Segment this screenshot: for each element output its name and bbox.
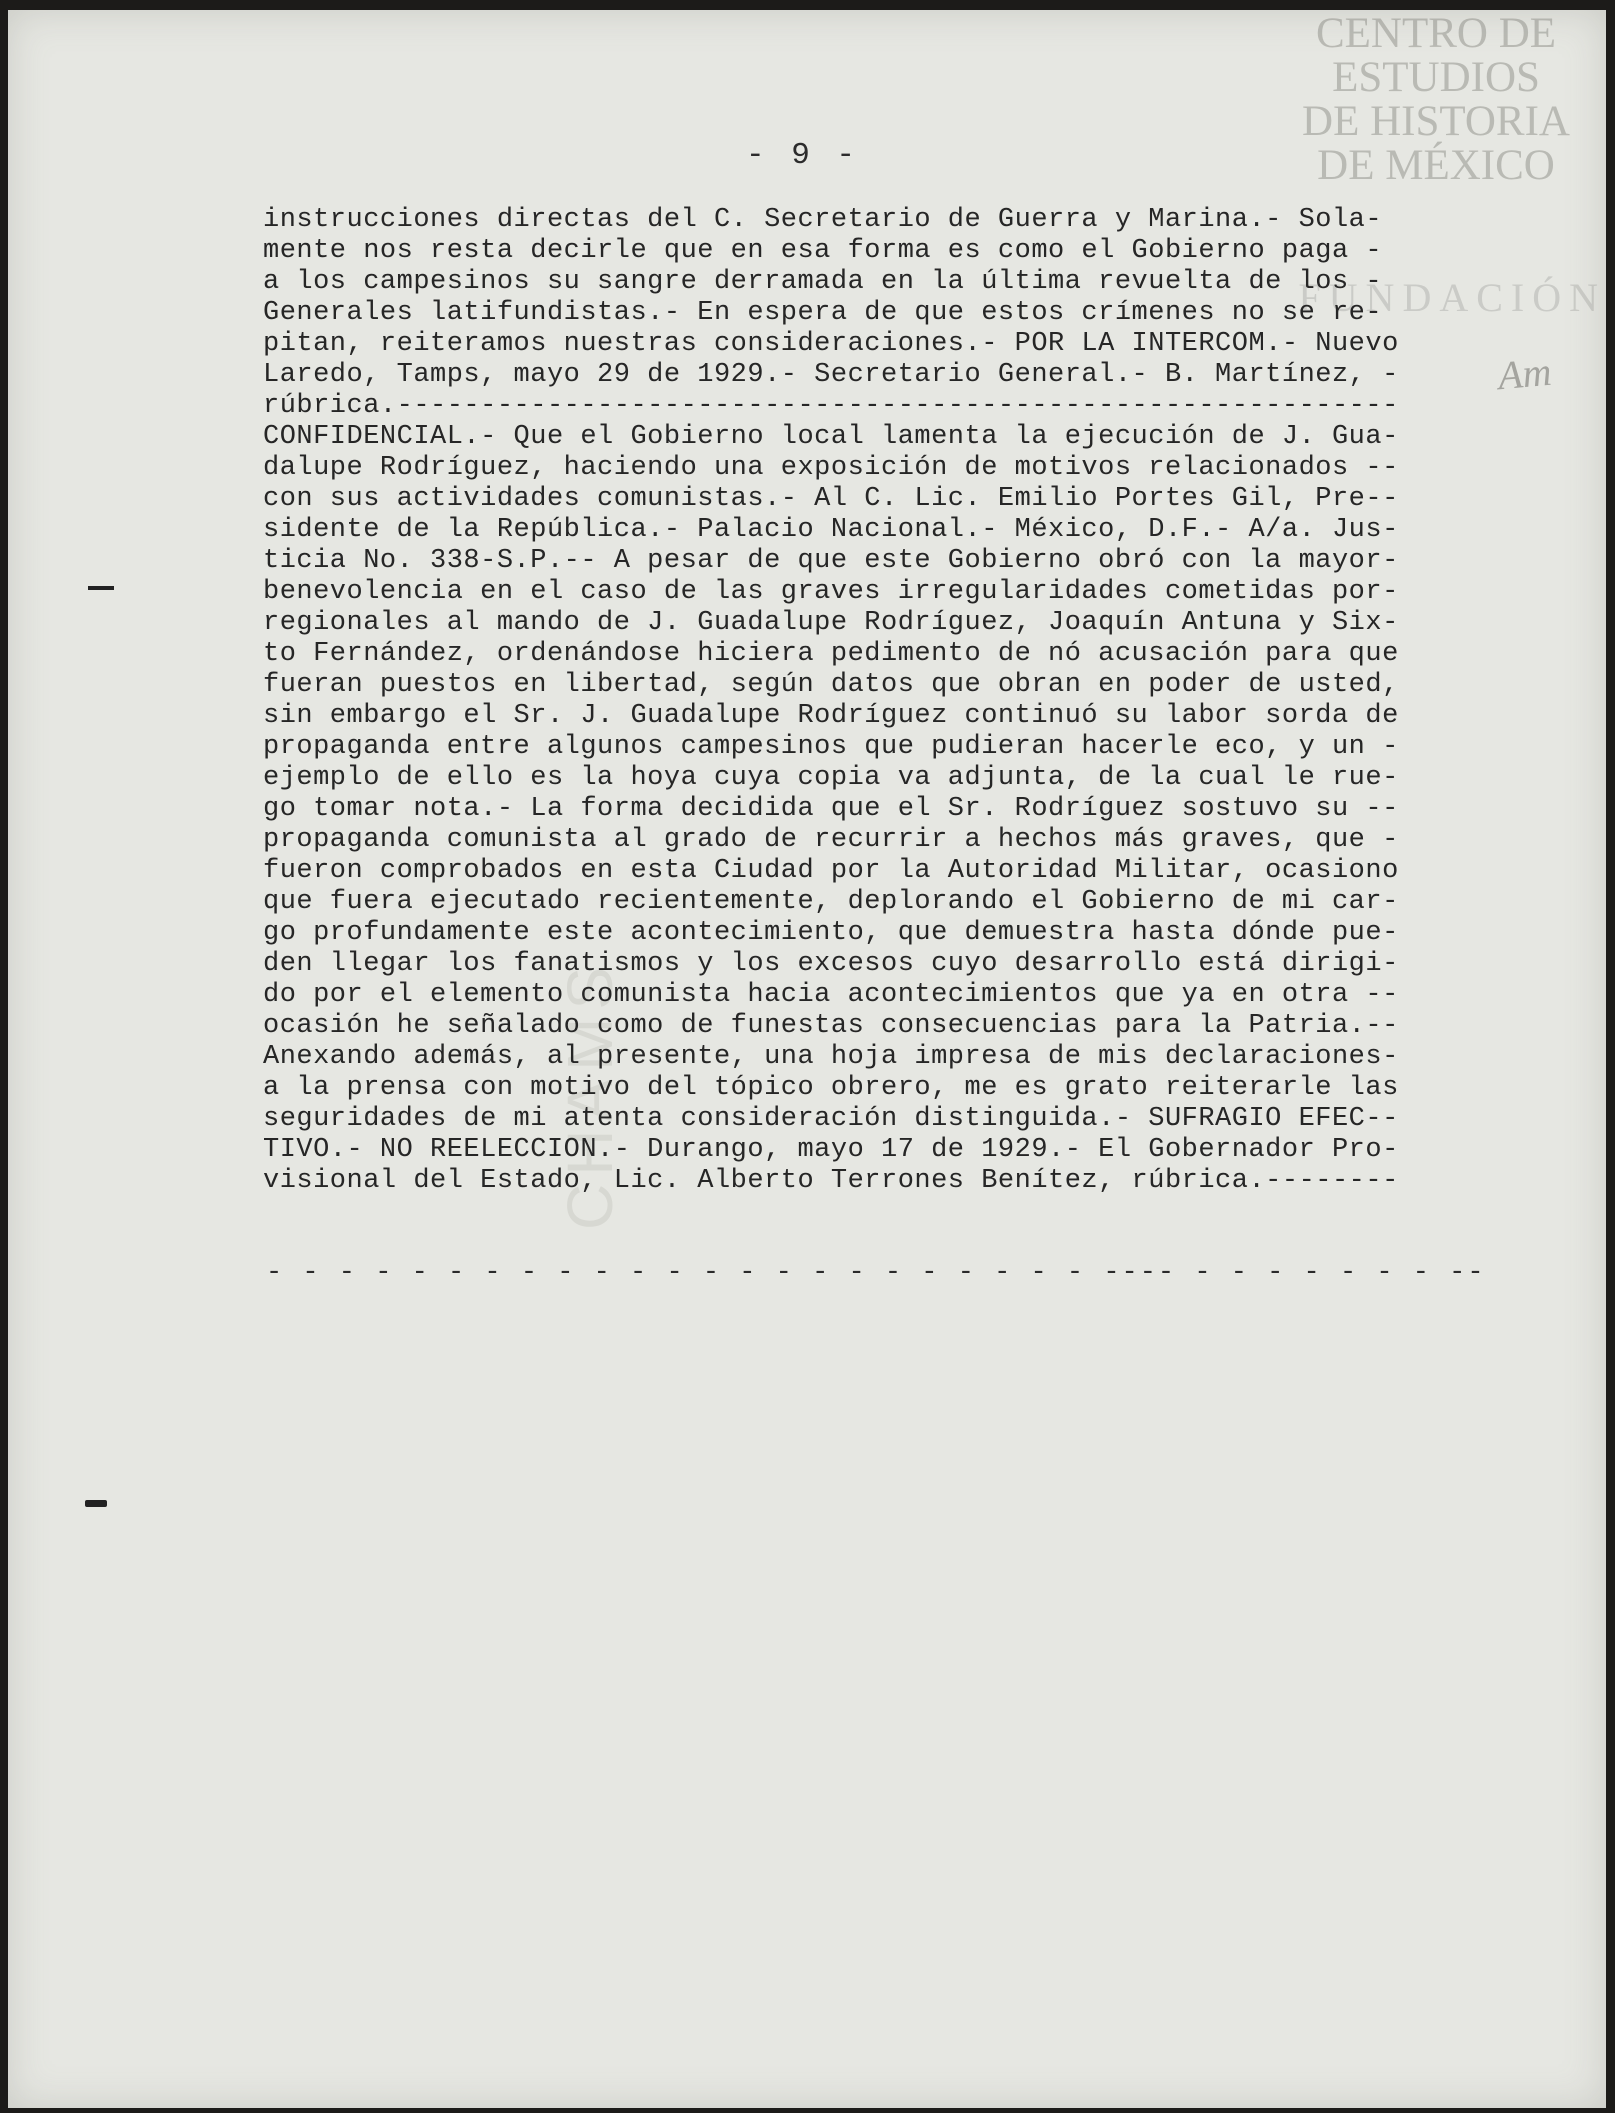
text-line: propaganda entre algunos campesinos que pudieran hacerle eco, y un - <box>263 732 1399 762</box>
margin-punch-mark <box>88 586 114 590</box>
text-line: dalupe Rodríguez, haciendo una exposición de motivos relacionados -- <box>263 453 1399 483</box>
text-line: go profundamente este acontecimiento, que demuestra hasta dónde pue- <box>263 918 1399 948</box>
text-line: a la prensa con motivo del tópico obrero, me es grato reiterarle las <box>263 1073 1399 1103</box>
watermark-line: DE MÉXICO <box>1317 142 1555 189</box>
text-line: visional del Estado, Lic. Alberto Terrones Benítez, rúbrica.-------- <box>263 1166 1399 1196</box>
watermark-line: ESTUDIOS <box>1332 54 1540 101</box>
text-line: mente nos resta decirle que en esa forma es como el Gobierno paga - <box>263 236 1383 266</box>
document-body <box>263 205 1563 1197</box>
text-line: ocasión he señalado como de funestas consecuencias para la Patria.-- <box>263 1011 1399 1041</box>
text-line: TIVO.- NO REELECCION.- Durango, mayo 17 de 1929.- El Gobernador Pro- <box>263 1135 1399 1165</box>
text-line: rúbrica.------------------------------------------------------------ <box>263 391 1399 421</box>
text-line: to Fernández, ordenándose hiciera pedimento de nó acusación para que <box>263 639 1399 669</box>
text-line: benevolencia en el caso de las graves irregularidades cometidas por- <box>263 577 1399 607</box>
archive-watermark <box>1286 12 1586 188</box>
text-line: Anexando además, al presente, una hoja impresa de mis declaraciones- <box>263 1042 1399 1072</box>
text-line: go tomar nota.- La forma decidida que el Sr. Rodríguez sostuvo su -- <box>263 794 1399 824</box>
text-line: do por el elemento comunista hacia acontecimientos que ya en otra -- <box>263 980 1399 1010</box>
text-line: con sus actividades comunistas.- Al C. Lic. Emilio Portes Gil, Pre-- <box>263 484 1399 514</box>
text-line: sin embargo el Sr. J. Guadalupe Rodríguez continuó su labor sorda de <box>263 701 1399 731</box>
separator-dash-line: - - - - - - - - - - - - - - - - - - - - - - - ---- - - - - - - - -- <box>266 1258 1486 1288</box>
text-line: CONFIDENCIAL.- Que el Gobierno local lamenta la ejecución de J. Gua- <box>263 422 1399 452</box>
margin-punch-mark <box>85 1500 107 1507</box>
text-line: seguridades de mi atenta consideración distinguida.- SUFRAGIO EFEC-- <box>263 1104 1399 1134</box>
text-line: a los campesinos su sangre derramada en la última revuelta de los - <box>263 267 1383 297</box>
text-line: propaganda comunista al grado de recurrir a hechos más graves, que - <box>263 825 1399 855</box>
text-line: fueron comprobados en esta Ciudad por la Autoridad Militar, ocasiono <box>263 856 1399 886</box>
text-line: fueran puestos en libertad, según datos que obran en poder de usted, <box>263 670 1399 700</box>
watermark-vertical: CHAMS <box>554 958 626 1230</box>
text-line: den llegar los fanatismos y los excesos cuyo desarrollo está dirigi- <box>263 949 1399 979</box>
text-line: ejemplo de ello es la hoya cuya copia va adjunta, de la cual le rue- <box>263 763 1399 793</box>
page-number: - 9 - <box>746 138 860 173</box>
document-page <box>8 10 1606 2108</box>
text-line: pitan, reiteramos nuestras consideraciones.- POR LA INTERCOM.- Nuevo <box>263 329 1399 359</box>
text-line: Laredo, Tamps, mayo 29 de 1929.- Secretario General.- B. Martínez, - <box>263 360 1399 390</box>
text-line: ticia No. 338-S.P.-- A pesar de que este Gobierno obró con la mayor- <box>263 546 1399 576</box>
watermark-fundacion: FUNDACIÓN <box>1298 275 1606 320</box>
handwritten-signature: Am <box>1496 348 1554 399</box>
watermark-line: DE HISTORIA <box>1302 98 1570 145</box>
text-line: instrucciones directas del C. Secretario de Guerra y Marina.- Sola- <box>263 205 1383 235</box>
watermark-line: CENTRO DE <box>1315 10 1557 57</box>
text-line: regionales al mando de J. Guadalupe Rodríguez, Joaquín Antuna y Six- <box>263 608 1399 638</box>
text-line: que fuera ejecutado recientemente, deplorando el Gobierno de mi car- <box>263 887 1399 917</box>
text-line: Generales latifundistas.- En espera de que estos crímenes no se re- <box>263 298 1383 328</box>
text-line: sidente de la República.- Palacio Nacional.- México, D.F.- A/a. Jus- <box>263 515 1399 545</box>
